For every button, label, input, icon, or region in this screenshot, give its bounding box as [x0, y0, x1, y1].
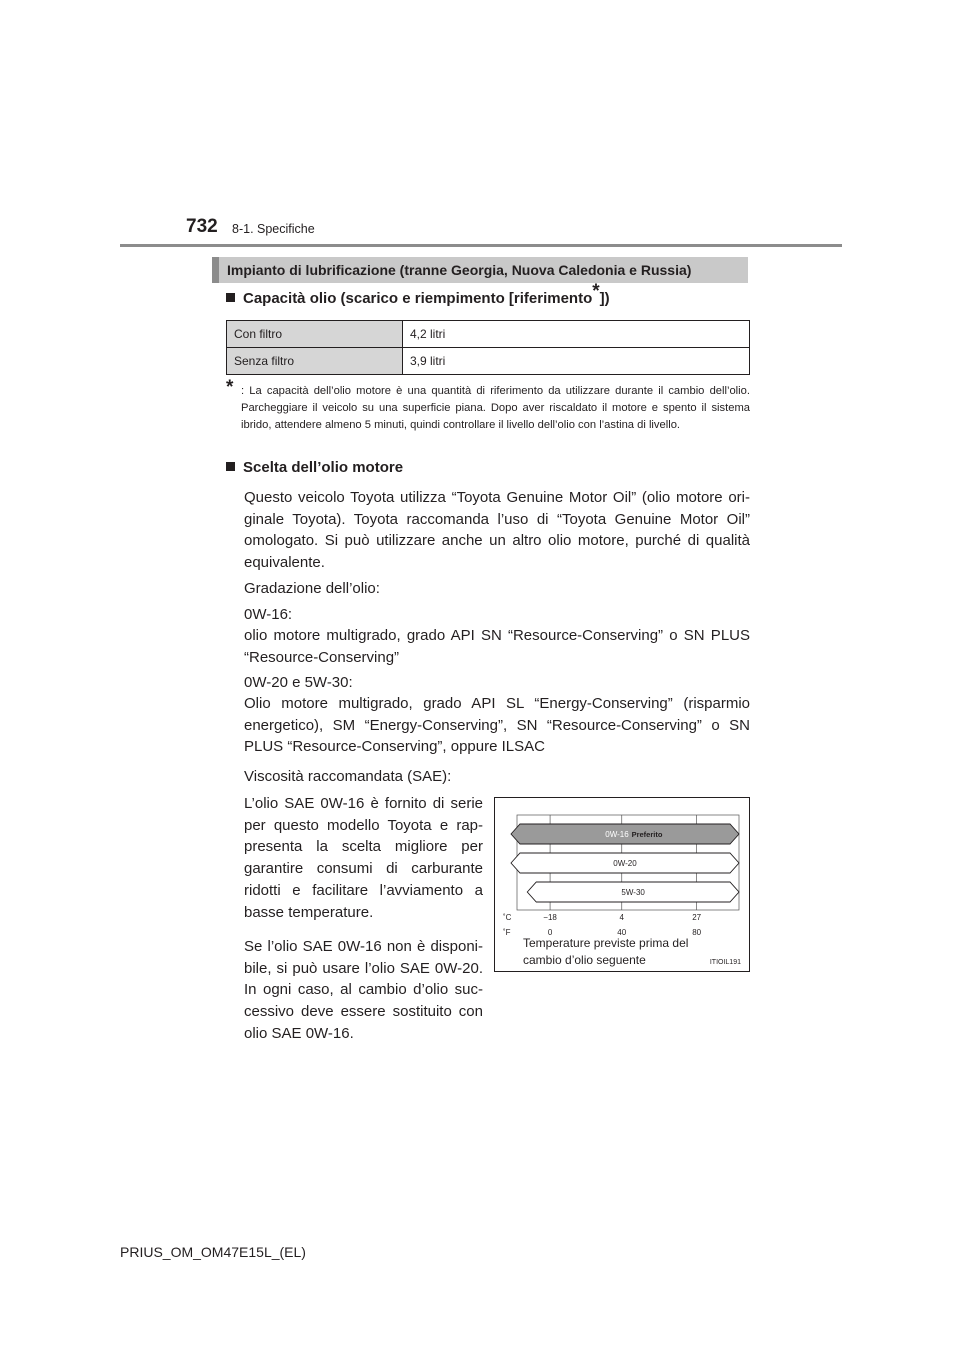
- tick-label-f: 40: [617, 928, 627, 937]
- tick-label-c: −18: [543, 913, 557, 922]
- unit-celsius: ˚C: [503, 913, 512, 922]
- viscosity-para-1: L’olio SAE 0W-16 è fornito di serie per questo modello Toyota e rappresenta la scelta migliore per garantire consumi di carburante ridotti e facilitare l’avviamento a basse temperature.: [244, 795, 483, 921]
- table-row: [227, 321, 750, 348]
- tick-label-c: 4: [619, 913, 624, 922]
- capacity-heading: Capacità olio (scarico e riempimento [riferimento*]): [226, 290, 610, 307]
- bullet-square-icon: [226, 462, 235, 471]
- tick-label-c: 27: [692, 913, 702, 922]
- footnote-text: : La capacità dell’olio motore è una quantità di riferimento da utilizzare durante il cambio dell’olio. Parcheggiare il veicolo su una superficie piana. Dopo aver riscaldato il motore e spento il sistema ibrido, attendere almeno 5 minuti, quindi controllare il livello dell’olio con l’astina di livello.: [241, 385, 750, 431]
- footnote-ref: *: [592, 281, 600, 302]
- oil-intro: Questo veicolo Toyota utilizza “Toyota Genuine Motor Oil” (olio motore originale Toyota). Toyota raccomanda l’uso di “Toyota Genuine Motor Oil” omologato. Si può utilizzare anche un altro olio motore, purché di qualità equivalente.: [244, 489, 750, 572]
- series-note: Preferito: [631, 830, 663, 839]
- viscosity-label: Viscosità raccomandata (SAE):: [244, 768, 452, 785]
- bullet-square-icon: [226, 293, 235, 302]
- grade-0w16-name: 0W-16:: [244, 606, 293, 623]
- doc-code: PRIUS_OM_OM47E15L_(EL): [120, 1244, 306, 1260]
- table-row: [227, 348, 750, 375]
- table-cell: 3,9 litri: [403, 348, 750, 375]
- chart-caption-line-2: cambio d’olio seguente: [523, 953, 646, 967]
- section-title: Impianto di lubrificazione (tranne Georgia, Nuova Caledonia e Russia): [212, 257, 748, 283]
- chart-caption-line-1: Temperature previste prima del: [523, 936, 689, 950]
- viscosity-chart: [495, 798, 749, 971]
- grade-0w20-name: 0W-20 e 5W-30:: [244, 674, 353, 691]
- grade-0w16-desc: olio motore multigrado, grado API SN “Resource-Conserving” o SN PLUS “Resource-Conserving”: [244, 627, 750, 666]
- table-cell: 4,2 litri: [403, 321, 750, 348]
- footnote-mark: *: [226, 377, 234, 398]
- grade-label: Gradazione dell’olio:: [244, 580, 380, 597]
- grade-0w20-desc: Olio motore multigrado, grado API SL “Energy-Conserving” (risparmio energetico), SM “Energy-Conserving”, SN “Resource-Conserving” o SN PLUS “Resource-Conserving”, oppure ILSAC: [244, 695, 750, 756]
- table-cell: Con filtro: [227, 321, 403, 348]
- footnote: [226, 377, 750, 434]
- capacity-table: [226, 320, 750, 375]
- tick-label-f: 80: [692, 928, 702, 937]
- chapter-title: 8-1. Specifiche: [232, 222, 315, 236]
- series-label: 0W-16: [605, 830, 629, 839]
- chart-bars: [511, 824, 739, 902]
- page-number: 732: [186, 216, 218, 237]
- header-rule: [120, 244, 842, 247]
- table-cell: Senza filtro: [227, 348, 403, 375]
- figure-code: ITIOIL191: [709, 959, 741, 966]
- series-label: 5W-30: [621, 888, 645, 897]
- viscosity-figure: [494, 797, 750, 972]
- series-label: 0W-20: [613, 859, 637, 868]
- unit-fahrenheit: ˚F: [503, 928, 511, 937]
- viscosity-para-2: Se l’olio SAE 0W-16 non è disponibile, si può usare l’olio SAE 0W-20. In ogni caso, al cambio d’olio successivo deve essere sostituito con olio SAE 0W-16.: [244, 938, 483, 1042]
- tick-label-f: 0: [547, 928, 553, 937]
- oil-selection-heading: Scelta dell’olio motore: [226, 459, 403, 476]
